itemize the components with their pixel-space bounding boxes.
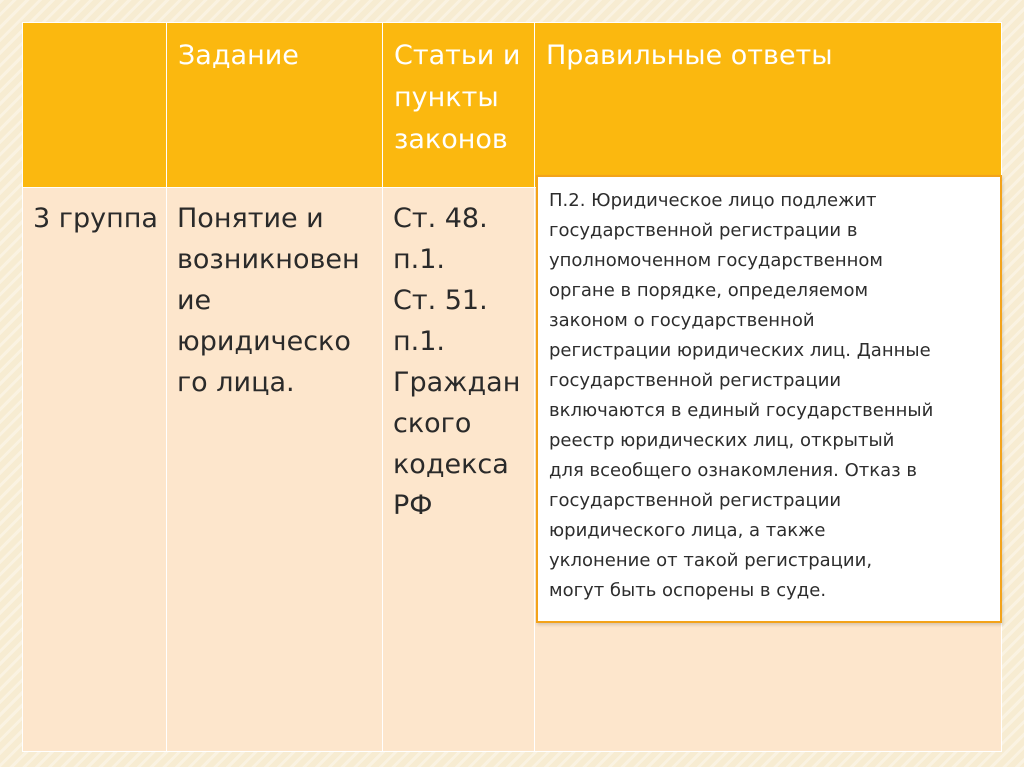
articles-line: РФ bbox=[393, 490, 433, 521]
articles-cell bbox=[383, 188, 535, 752]
articles-line: Граждан bbox=[393, 367, 521, 398]
header-cell-answers: Правильные ответы bbox=[535, 23, 1002, 188]
answer-line: могут быть оспорены в суде. bbox=[549, 580, 827, 601]
articles-line: п.1. bbox=[393, 326, 445, 357]
header-articles-line: Статьи и bbox=[394, 40, 521, 71]
header-cell-task: Задание bbox=[167, 23, 383, 188]
header-cell-articles bbox=[383, 23, 535, 188]
answer-line: государственной регистрации bbox=[549, 490, 842, 511]
articles-line: Ст. 48. bbox=[393, 203, 488, 234]
task-line: возникновен bbox=[177, 244, 360, 275]
answer-line: реестр юридических лиц, открытый bbox=[549, 430, 895, 451]
answer-line: для всеобщего ознакомления. Отказ в bbox=[549, 460, 918, 481]
task-line: юридическо bbox=[177, 326, 351, 357]
answer-box bbox=[536, 175, 1002, 623]
answer-line: законом о государственной bbox=[549, 310, 815, 331]
header-row bbox=[23, 23, 1002, 188]
answer-line: регистрации юридических лиц. Данные bbox=[549, 340, 931, 361]
answer-line: государственной регистрации bbox=[549, 370, 842, 391]
answer-line: уполномоченном государственном bbox=[549, 250, 883, 271]
articles-line: ского bbox=[393, 408, 472, 439]
answer-line: уклонение от такой регистрации, bbox=[549, 550, 873, 571]
answer-line: органе в порядке, определяемом bbox=[549, 280, 869, 301]
task-line: го лица. bbox=[177, 367, 295, 398]
header-cell-empty bbox=[23, 23, 167, 188]
task-cell bbox=[167, 188, 383, 752]
answer-line: юридического лица, а также bbox=[549, 520, 826, 541]
task-line: ие bbox=[177, 285, 212, 316]
answer-text bbox=[549, 186, 1000, 606]
articles-line: Ст. 51. bbox=[393, 285, 488, 316]
answer-line: государственной регистрации в bbox=[549, 220, 858, 241]
task-line: Понятие и bbox=[177, 203, 324, 234]
answer-line: включаются в единый государственный bbox=[549, 400, 934, 421]
answer-line: П.2. Юридическое лицо подлежит bbox=[549, 190, 877, 211]
group-cell: 3 группа bbox=[23, 188, 167, 752]
header-articles-line: пункты bbox=[394, 82, 499, 113]
header-articles-line: законов bbox=[394, 124, 508, 155]
articles-line: п.1. bbox=[393, 244, 445, 275]
articles-line: кодекса bbox=[393, 449, 509, 480]
